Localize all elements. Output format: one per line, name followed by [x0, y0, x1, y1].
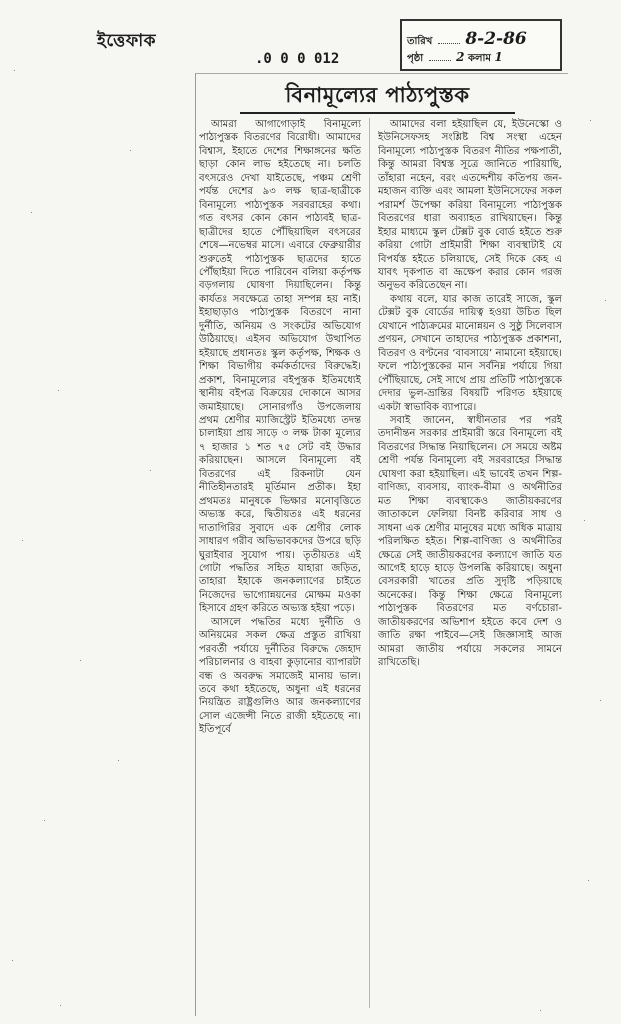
scan-speck: [584, 520, 585, 521]
scan-speck: [588, 880, 589, 881]
scan-speck: [590, 120, 591, 121]
article-paragraph: আসলে পদ্ধতির মধ্যে দুর্নীতি ও অনিয়মের সকল ক্ষেত্র প্রস্তুত রাখিয়া পরবর্তী পর্যায়ে দুর্নীতির বিরুদ্ধে জেহাদ পরিচালনার ও বাহবা কুড়ানোর ব্যাপারটা বন্ধ ও অবরুদ্ধ সমাজেই মানায় ভাল। তবে কথা হইতেছে, অধুনা এই ধরনের নিয়ন্ত্রিত রাষ্ট্রগুলিও আর জনকল্যাণের সোল এজেন্সী নিতে রাজী হইতেছে না। ইতিপূর্বে: [199, 616, 361, 736]
scan-speck: [80, 660, 81, 661]
article-paragraph: কথায় বলে, যার কাজ তারেই সাজে, স্কুল টেক্সট বুক বোর্ডের দায়িত্ব হওয়া উচিত ছিল যেখানে পাঠ্যক্রমের মানোন্নয়ন ও সুষ্ঠু সিলেবাস প্রণয়ন, সেখানে তাহাদের পাঠ্যপুস্তক প্রকাশনা, বিতরণ ও বণ্টনের ‘বাবসায়ে’ নামানো হইয়াছে। ফলে পাঠ্যপুস্তকের মান সর্বনিম্ন পর্যায়ে গিয়া পৌঁছিয়াছে, সেই সাথে প্রায় প্রতিটি পাঠ্যপুস্তকে দেদার ভুল-ভ্রান্তির বিষয়টি পরিণত হইয়াছে একটা স্বাভাবিক ব্যাপারে।: [378, 293, 562, 413]
scan-speck: [58, 390, 59, 391]
scan-speck: [118, 760, 119, 761]
article-paragraph: আমরা আগাগোড়াই বিনামূল্যে পাঠ্যপুস্তক বিতরণের বিরোধী। আমাদের বিশ্বাস, ইহাতে দেশের শিক্ষাঙ্গনের ক্ষতি ছাড়া কোন লাভ হইতেছে না। চলতি বৎসরেও দেখা যাইতেছে, পঞ্চম শ্রেণী পর্যন্ত দেশের ৯৩ লক্ষ ছাত্র-ছাত্রীকে বিনামূল্যে পাঠ্যপুস্তক সরবরাহের কথা। গত বৎসর কোন কোন পাঠ্যবই ছাত্র-ছাত্রীদের হাতে পৌঁছিয়াছিল বৎসরের শেষে—নভেম্বর মাসে। এবারে ফেব্রুয়ারীর শুরুতেই পাঠ্যপুস্তক ছাত্রদের হাতে পৌঁছাইয়া দিতে পারিবেন বলিয়া কর্তৃপক্ষ বড়গলায় ঘোষণা দিয়াছিলেন। কিন্তু কার্যতঃ সবক্ষেত্রে তাহা সম্পন্ন হয় নাই। ইহাছাড়াও পাঠ্যপুস্তক বিতরণে নানা দুর্নীতি, অনিয়ম ও সংকটের অভিযোগ উঠিয়াছে। এইসব অভিযোগ উত্থাপিত হইয়াছে প্রধানতঃ স্কুল কর্তৃপক্ষ, শিক্ষক ও শিক্ষা বিভাগীয় কর্মকর্তাদের বিরুদ্ধেই। প্রকাশ, বিনামূল্যের বইপুস্তক ইতিমধ্যেই স্থানীয় বইপত্র বিক্রয়ের দোকানে আসর জমাইয়াছে। সোনারগাঁও উপজেলায় প্রথম শ্রেণীর ম্যাজিস্ট্রেট ইতিমধ্যে তদন্ত চালাইয়া প্রায় সাড়ে ৩ লক্ষ টাকা মূল্যের ৭ হাজার ১ শত ৭৫ সেট বই উদ্ধার করিয়াছেন। আসলে বিনামূল্যে বই বিতরণের এই রিকনাটা যেন নীতিহীনতারই মূর্তিমান প্রতীক। ইহা প্রথমতঃ মানুষকে ভিক্ষার মনোবৃত্তিতে অভ্যস্ত করে, দ্বিতীয়তঃ এই ধরনের দাতাগিরির সুবাদে এক শ্রেণীর লোক সাধারণ গরীব অভিভাবকদের উপরে ছড়ি ঘুরাইবার সুযোগ পায়। তৃতীয়তঃ এই গোটা পদ্ধতির সহিত যাহারা জড়িত, তাহারা ইহাকে জনকল্যাণের চাইতে নিজেদের ভাগ্যোন্নয়নের মোক্ষম মওকা হিসাবে গ্রহণ করিতে অভ্যস্ত হইয়া পড়ে।: [199, 119, 361, 615]
scan-speck: [14, 70, 15, 71]
article-left-column: [199, 118, 361, 1010]
article-headline: বিনামূল্যের পাঠ্যপুস্তক: [240, 80, 515, 114]
article-paragraph: আমাদের বলা হইয়াছিল যে, ইউনেস্কো ও ইউনিসেফসহ সংশ্লিষ্ট বিশ্ব সংস্থা এহেন বিনামূল্যে পাঠ্যপুস্তক বিতরণ নীতির পক্ষপাতী, কিন্তু আমরা বিশ্বস্ত সূত্রে জানিতে পারিয়াছি, তাঁহারা নহেন, বরং এতদ্দেশীয় কতিপয় জন-মহাজন ব্যক্তি এবং আমলা ইউনিসেফের সকল পরামর্শ উপেক্ষা করিয়া বিনামূল্যে পাঠ্যপুস্তক বিতরণের ধারা অব্যাহত রাখিয়াছেন। কিন্তু ইহার মাধ্যমে স্কুল টেক্সট বুক বোর্ড হইতে শুরু করিয়া গোটা প্রাইমারী শিক্ষা ব্যবস্থাটাই যে বিপর্যস্ত হইতে চলিয়াছে, সেই দিকে কেহ এ যাবৎ দৃকপাত বা ভ্রূক্ষেপ করার কোন গরজ অনুভব করিতেছেন না।: [378, 119, 562, 292]
stamp-column-value: 1: [494, 50, 503, 64]
stamp-dotted-line: [438, 43, 460, 44]
scan-speck: [605, 300, 606, 301]
scan-speck: [150, 470, 151, 471]
newspaper-clipping: [195, 73, 568, 1016]
stamp-page-label: পৃষ্ঠা: [407, 53, 424, 64]
scan-speck: [44, 820, 45, 821]
stamp-dotted-line: [429, 60, 451, 61]
stamp-date-row: [407, 29, 527, 51]
scan-speck: [130, 150, 131, 151]
clipping-serial-number: .0 0 0 012: [255, 51, 340, 67]
stamp-page-value: 2: [456, 50, 465, 64]
stamp-date-label: তারিখ: [407, 36, 433, 47]
article-paragraph: সবাই জানেন, স্বাধীনতার পর পরই তদানীন্তন সরকার প্রাইমারী স্তরে বিনামূল্যে বই বিতরণের সিদ্ধান্ত নিয়াছিলেন। সে সময়ে অষ্টম শ্রেণী পর্যন্ত বিনামূল্যে বই সরবরাহের সিদ্ধান্ত ঘোষণা করা হইয়াছিল। এই ভাবেই তখন শিল্প-বাণিজ্য, ব্যবসায়, ব্যাংক-বীমা ও অর্থনীতির মত শিক্ষা ব্যবস্থাকেও জাতীয়করণের জাতাকলে ফেলিয়া বিনষ্ট করিবার সাধ ও সাধনা এক শ্রেণীর মানুষের মধ্যে অধিক মাত্রায় পরিলক্ষিত হইত। শিল্প-বাণিজ্য ও অর্থনীতির ক্ষেত্রে সেই জাতীয়করণের কল্যাণে জাতি যত আগেই হাড়ে হাড়ে উপলব্ধি করিয়াছে। অধুনা বেসরকারী খাতের প্রতি সুদৃষ্টি পড়িয়াছে অনেকের। কিন্তু শিক্ষা ক্ষেত্রে বিনামূল্যে পাঠ্যপুস্তক বিতরণের মত বর্ণচোরা-জাতীয়করণের অভিশাপ হইতে কবে দেশ ও জাতি রক্ষা পাইবে—সেই জিজ্ঞাসাই আজ আমরা জাতীয় পর্যায়ে সকলের সামনে রাখিতেছি।: [378, 414, 562, 669]
stamp-page-row: [407, 50, 503, 68]
column-divider: [369, 118, 370, 1008]
article-right-column: [378, 118, 562, 1010]
scan-speck: [600, 700, 601, 701]
stamp-date-value: 8-2-86: [465, 29, 527, 49]
newspaper-name: ইত্তেফাক: [97, 31, 157, 51]
stamp-column-label: কলাম: [468, 53, 491, 64]
scan-speck: [31, 212, 32, 213]
date-stamp: [400, 19, 562, 71]
scan-speck: [22, 540, 23, 541]
scan-speck: [60, 1005, 61, 1006]
scan-speck: [12, 960, 13, 961]
